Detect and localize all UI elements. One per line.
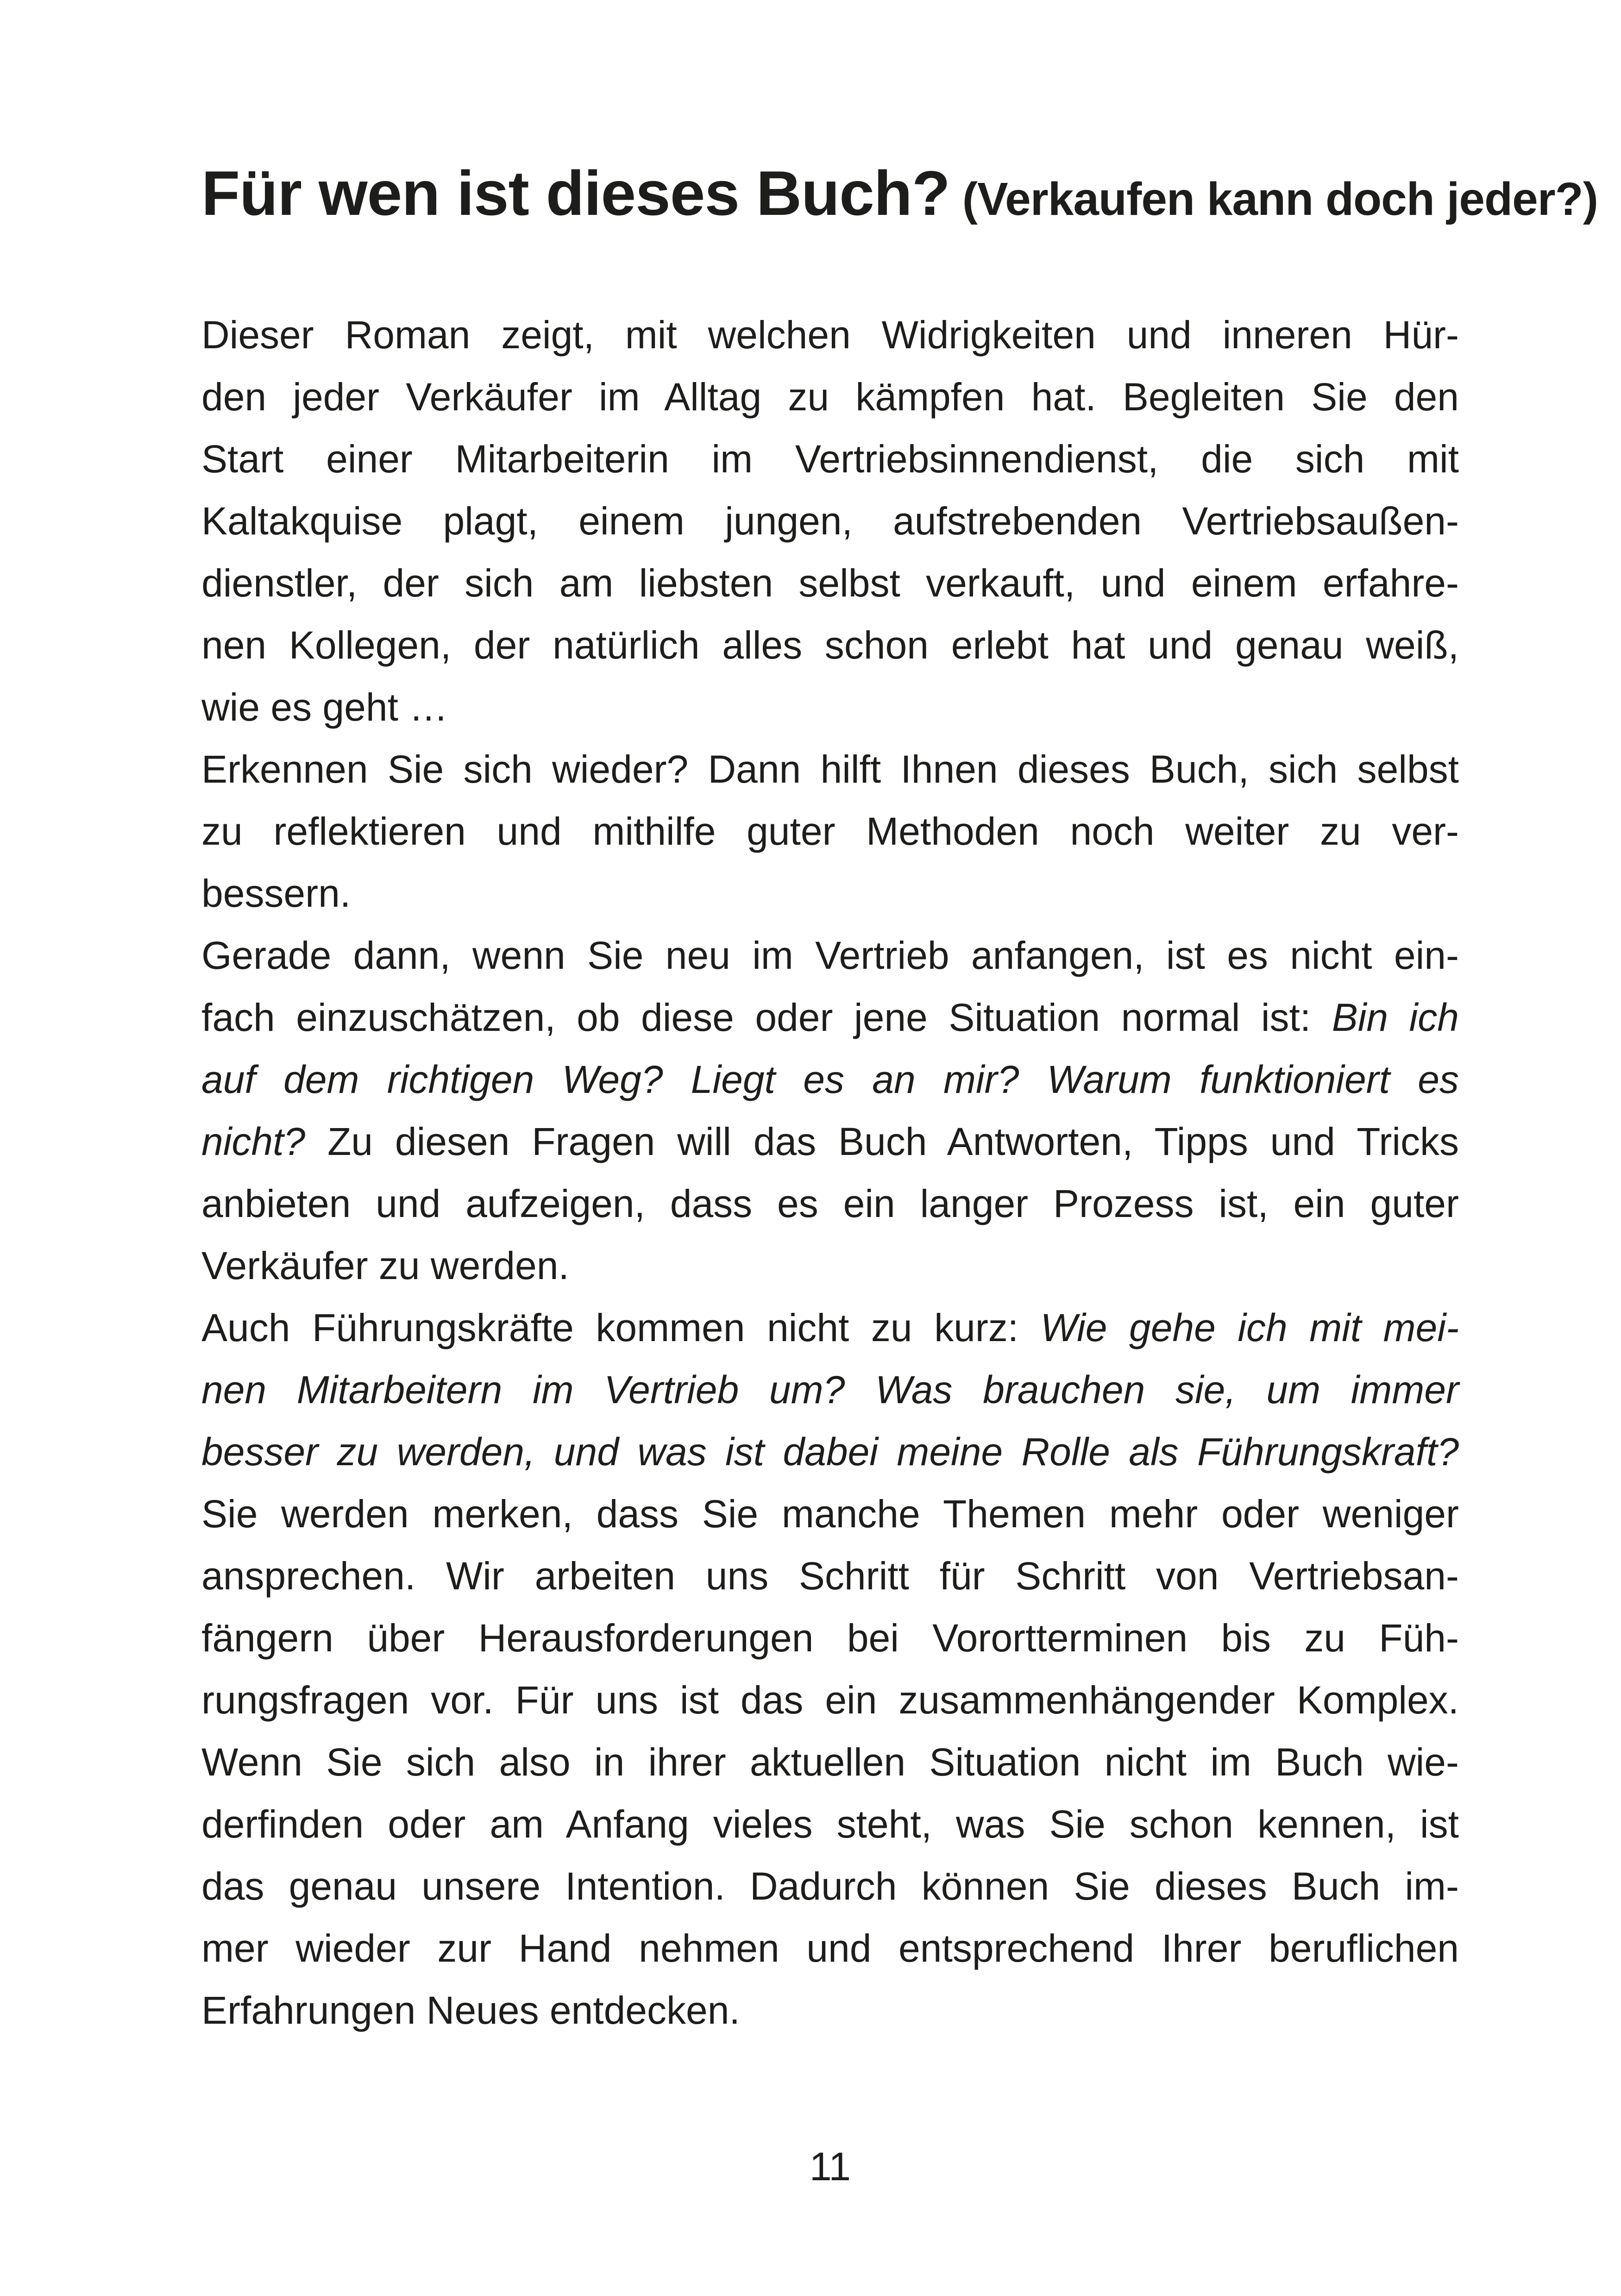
- body-text-segment: derfinden oder am Anfang vieles steht, was Sie schon kennen, ist: [201, 1802, 1459, 1846]
- body-line: [201, 1979, 1459, 2041]
- body-text-segment: rungsfragen vor. Für uns ist das ein zusammenhängender Komplex.: [201, 1678, 1459, 1722]
- body-line: [201, 1359, 1459, 1421]
- body-text-segment: Gerade dann, wenn Sie neu im Vertrieb anfangen, ist es nicht ein-: [201, 934, 1459, 977]
- body-text-italic-segment: nicht?: [201, 1120, 306, 1163]
- body-text-segment: den jeder Verkäufer im Alltag zu kämpfen hat. Begleiten Sie den: [201, 375, 1459, 419]
- page-title-subtitle: (Verkaufen kann doch jeder?): [949, 173, 1598, 225]
- body-text: [201, 304, 1459, 2041]
- body-text-italic-segment: auf dem richtigen Weg? Liegt es an mir? Warum funktioniert es: [201, 1058, 1459, 1101]
- body-text-segment: fach einzuschätzen, ob diese oder jene Situation normal ist:: [201, 996, 1332, 1039]
- body-text-segment: Sie werden merken, dass Sie manche Themen mehr oder weniger: [201, 1492, 1459, 1536]
- body-text-segment: wie es geht …: [201, 685, 448, 729]
- body-text-segment: Dieser Roman zeigt, mit welchen Widrigkeiten und inneren Hür-: [201, 313, 1459, 357]
- body-line: [201, 800, 1459, 862]
- page-title: [201, 156, 1598, 231]
- body-text-segment: Wenn Sie sich also in ihrer aktuellen Situation nicht im Buch wie-: [201, 1740, 1459, 1784]
- body-line: [201, 1110, 1459, 1173]
- body-line: [201, 428, 1459, 490]
- body-text-segment: bessern.: [201, 872, 351, 915]
- body-text-segment: dienstler, der sich am liebsten selbst verkauft, und einem erfahre-: [201, 561, 1459, 605]
- body-line: [201, 1297, 1459, 1359]
- body-text-segment: mer wieder zur Hand nehmen und entsprechend Ihrer beruflichen: [201, 1926, 1459, 1970]
- body-line: [201, 676, 1459, 738]
- body-text-segment: Start einer Mitarbeiterin im Vertriebsinnendienst, die sich mit: [201, 437, 1459, 481]
- body-line: [201, 986, 1459, 1048]
- body-line: [201, 1173, 1459, 1235]
- body-text-segment: Verkäufer zu werden.: [201, 1244, 569, 1287]
- body-line: [201, 738, 1459, 800]
- body-text-segment: anbieten und aufzeigen, dass es ein langer Prozess ist, ein guter: [201, 1182, 1459, 1225]
- body-line: [201, 1048, 1459, 1110]
- body-line: [201, 1793, 1459, 1855]
- body-line: [201, 1483, 1459, 1545]
- body-text-segment: fängern über Herausforderungen bei Vorortterminen bis zu Füh-: [201, 1616, 1459, 1660]
- body-text-segment: Erkennen Sie sich wieder? Dann hilft Ihnen dieses Buch, sich selbst: [201, 747, 1459, 791]
- body-text-segment: Erfahrungen Neues entdecken.: [201, 1989, 740, 2032]
- body-line: [201, 1607, 1459, 1669]
- body-text-italic-segment: Bin ich: [1332, 996, 1459, 1039]
- body-text-italic-segment: nen Mitarbeitern im Vertrieb um? Was brauchen sie, um immer: [201, 1368, 1459, 1411]
- body-text-italic-segment: Wie gehe ich mit mei-: [1040, 1306, 1459, 1349]
- body-text-segment: Auch Führungskräfte kommen nicht zu kurz:: [201, 1306, 1041, 1349]
- body-line: [201, 1235, 1459, 1297]
- body-text-segment: Kaltakquise plagt, einem jungen, aufstrebenden Vertriebsaußen-: [201, 499, 1459, 543]
- body-line: [201, 304, 1459, 366]
- body-line: [201, 1421, 1459, 1483]
- body-line: [201, 1917, 1459, 1979]
- body-line: [201, 924, 1459, 986]
- body-line: [201, 366, 1459, 428]
- body-line: [201, 614, 1459, 676]
- body-text-segment: Zu diesen Fragen will das Buch Antworten, Tipps und Tricks: [305, 1120, 1459, 1163]
- body-line: [201, 1545, 1459, 1607]
- body-line: [201, 1855, 1459, 1917]
- body-text-segment: nen Kollegen, der natürlich alles schon erlebt hat und genau weiß,: [201, 623, 1459, 667]
- body-line: [201, 490, 1459, 552]
- body-text-segment: das genau unsere Intention. Dadurch können Sie dieses Buch im-: [201, 1864, 1459, 1908]
- body-text-segment: zu reflektieren und mithilfe guter Methoden noch weiter zu ver-: [201, 809, 1459, 853]
- body-line: [201, 1731, 1459, 1793]
- body-line: [201, 1669, 1459, 1731]
- page-number: 11: [809, 2145, 851, 2189]
- body-line: [201, 862, 1459, 924]
- body-text-italic-segment: besser zu werden, und was ist dabei meine Rolle als Führungskraft?: [201, 1430, 1459, 1474]
- body-line: [201, 552, 1459, 614]
- body-text-segment: ansprechen. Wir arbeiten uns Schritt für Schritt von Vertriebsan-: [201, 1554, 1459, 1598]
- page-title-main: Für wen ist dieses Buch?: [201, 158, 950, 228]
